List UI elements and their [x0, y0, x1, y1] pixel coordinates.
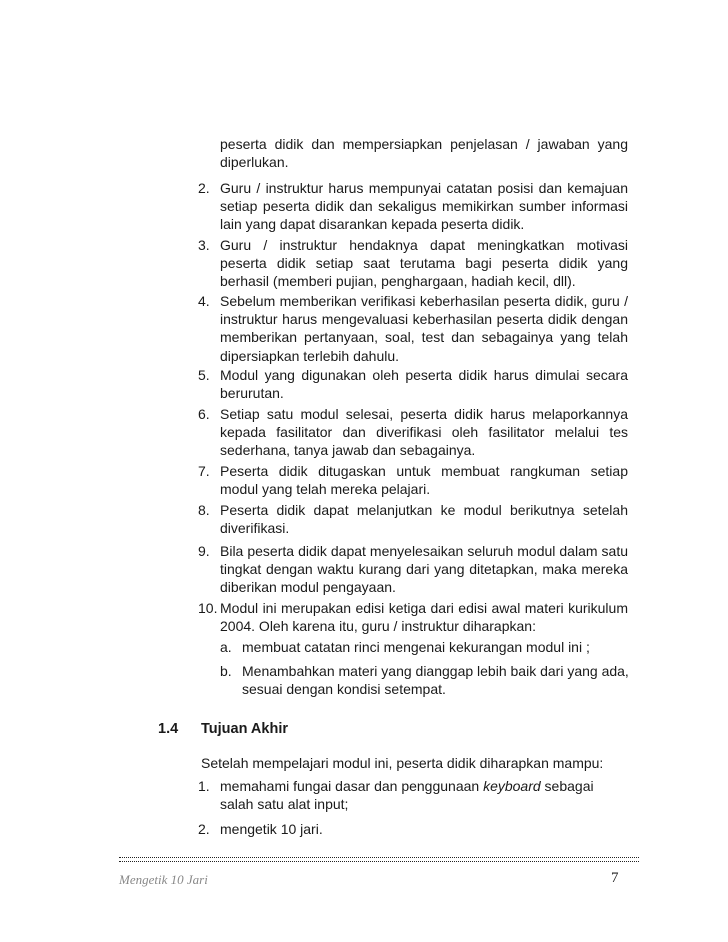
list-item-number: 2.: [198, 180, 210, 196]
list-item: [198, 599, 628, 635]
list-item-text: Peserta didik dapat melanjutkan ke modul berikutnya setelah diverifikasi.: [220, 502, 628, 537]
list-item-number: 8.: [198, 502, 210, 518]
footer-divider: [119, 857, 639, 862]
list-item: [198, 542, 628, 597]
goal-number: 2.: [198, 821, 210, 837]
goal-item: [198, 777, 608, 813]
goal-number: 1.: [198, 778, 210, 794]
list-item: [198, 236, 628, 291]
list-item: [198, 292, 628, 365]
page-number: 7: [611, 870, 619, 886]
goal-emphasis: keyboard: [483, 778, 541, 794]
sub-list-item-letter: a.: [220, 639, 232, 655]
list-item-number: 9.: [198, 543, 210, 559]
goal-text: memahami fungai dasar dan penggunaan keyboard sebagai salah satu alat input;: [220, 778, 594, 813]
section-title: Tujuan Akhir: [201, 721, 288, 737]
goal-text: mengetik 10 jari.: [220, 821, 323, 837]
list-item-text: Setiap satu modul selesai, peserta didik harus melaporkannya kepada fasilitator dan diverifikasi oleh fasilitator melalui tes sederhana, tanya jawab dan sebagainya.: [220, 406, 628, 459]
list-item-number: 5.: [198, 367, 210, 383]
list-item-text: Modul ini merupakan edisi ketiga dari edisi awal materi kurikulum 2004. Oleh karena itu, guru / instruktur diharapkan:: [220, 600, 628, 635]
list-item: [198, 179, 628, 234]
sub-list-item-text: Menambahkan materi yang dianggap lebih baik dari yang ada, sesuai dengan kondisi setempat.: [242, 663, 629, 698]
list-item: [198, 405, 628, 460]
footer-title: Mengetik 10 Jari: [119, 872, 208, 887]
list-item-number: 4.: [198, 293, 210, 309]
list-item-text: Guru / instruktur hendaknya dapat meningkatkan motivasi peserta didik setiap saat terutama bagi peserta didik yang berhasil (memberi pujian, penghargaan, hadiah kecil, dll).: [220, 237, 628, 290]
list-item: [198, 462, 628, 498]
sub-list-item-letter: b.: [220, 663, 232, 679]
list-item-number: 10.: [198, 600, 218, 616]
list-item-text: Modul yang digunakan oleh peserta didik harus dimulai secara berurutan.: [220, 367, 628, 402]
list-item: [198, 501, 628, 537]
list-item: [198, 366, 628, 402]
goal-item: [198, 820, 628, 838]
list-item-text: Peserta didik ditugaskan untuk membuat rangkuman setiap modul yang telah mereka pelajari.: [220, 463, 628, 498]
list-item-text: Guru / instruktur harus mempunyai catatan posisi dan kemajuan setiap peserta didik dan sekaligus memikirkan sumber informasi lain yang dapat disarankan kepada peserta didik.: [220, 180, 628, 233]
list-item-text: Bila peserta didik dapat menyelesaikan seluruh modul dalam satu tingkat dengan waktu kurang dari yang ditetapkan, maka mereka diberikan modul pengayaan.: [220, 543, 628, 596]
sub-list-item: [220, 662, 630, 698]
section-intro: Setelah mempelajari modul ini, peserta didik diharapkan mampu:: [201, 755, 604, 771]
section-number: 1.4: [158, 721, 179, 737]
list-item-text: Sebelum memberikan verifikasi keberhasilan peserta didik, guru / instruktur harus mengevaluasi keberhasilan peserta didik dengan memberikan pertanyaan, soal, test dan sebagainya yang telah dipersiapkan terlebih dahulu.: [220, 293, 628, 364]
list-item-number: 7.: [198, 463, 210, 479]
continuation-paragraph: peserta didik dan mempersiapkan penjelasan / jawaban yang diperlukan.: [220, 136, 628, 171]
sub-list-item-text: membuat catatan rinci mengenai kekurangan modul ini ;: [242, 639, 590, 655]
list-item-number: 6.: [198, 406, 210, 422]
sub-list-item: [220, 638, 630, 656]
list-item-number: 3.: [198, 237, 210, 253]
